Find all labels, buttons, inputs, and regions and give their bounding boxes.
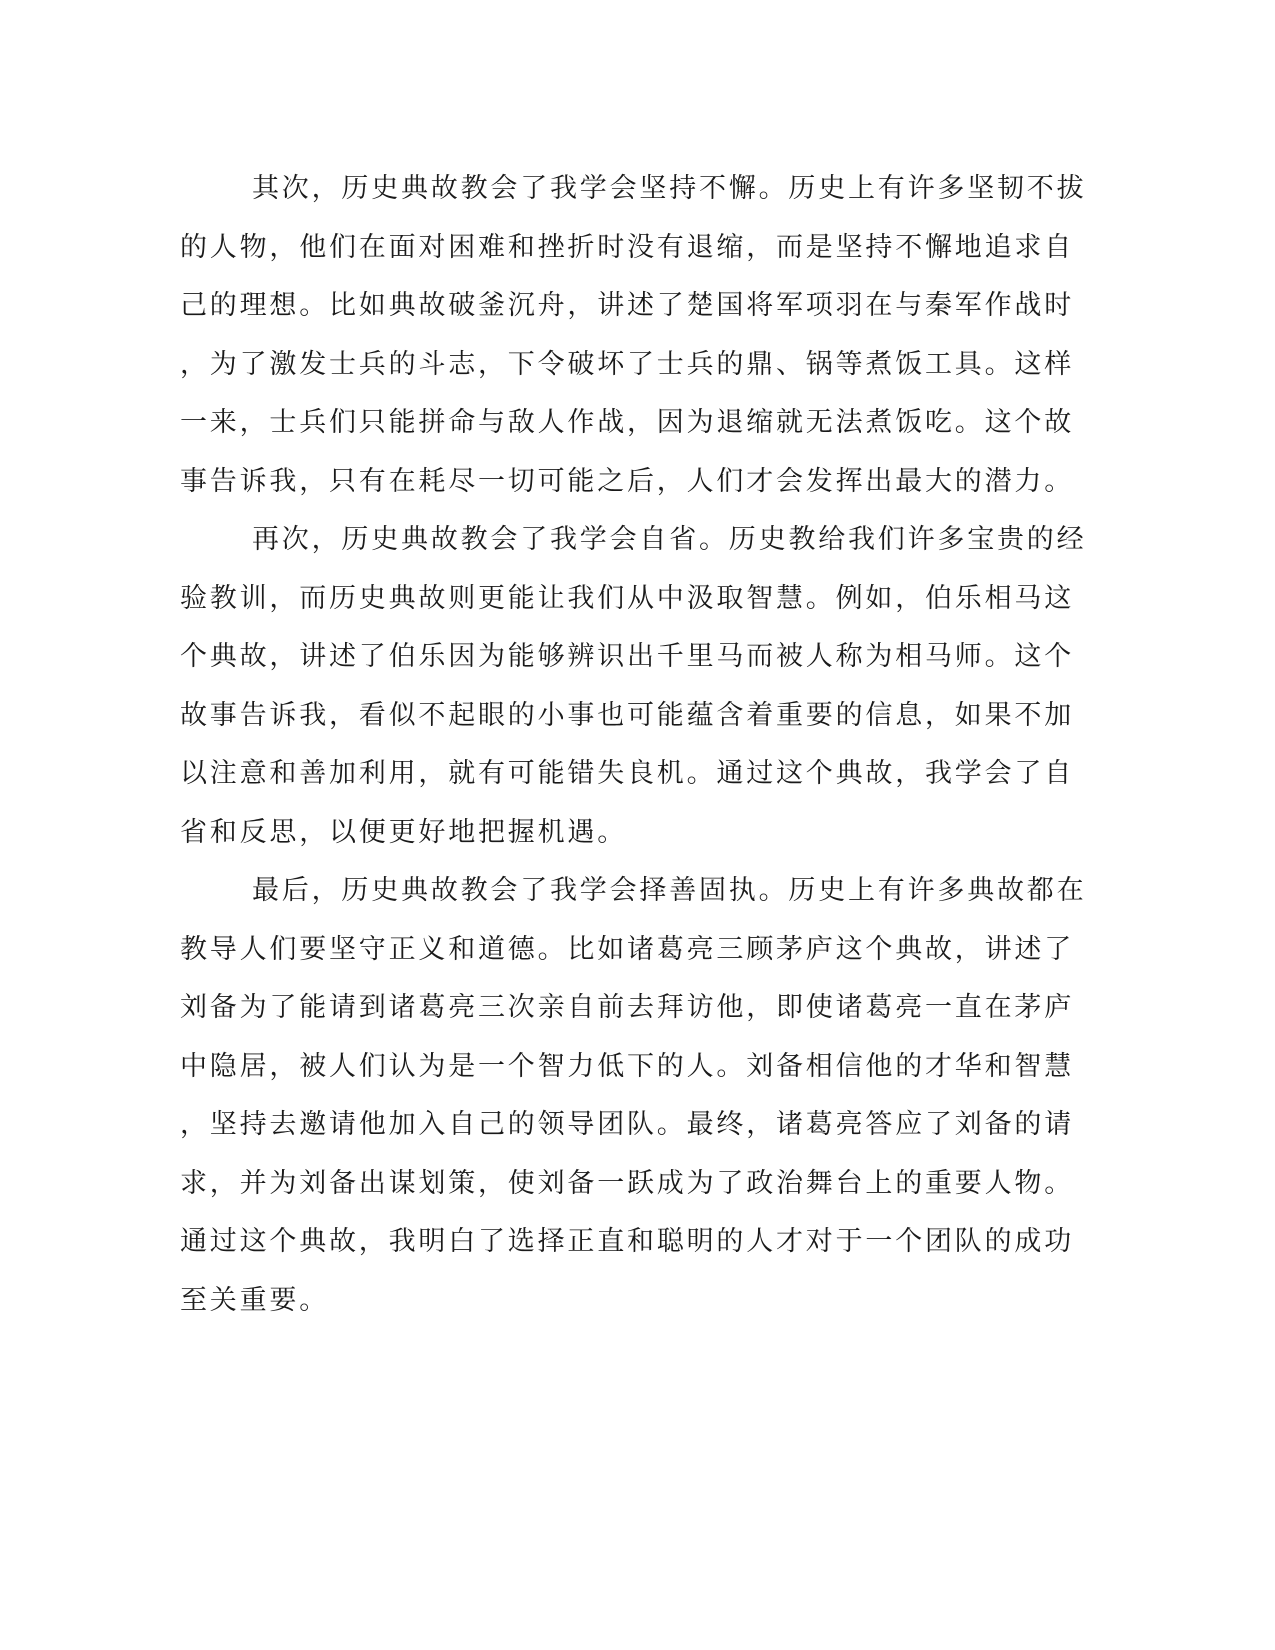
paragraph-choosing-good — [180, 862, 1087, 1330]
text-line: 至关重要。 — [180, 1284, 329, 1316]
paragraph-self-reflection — [180, 511, 1087, 862]
text-line: 一来，士兵们只能拼命与敌人作战，因为退缩就无法煮饭吃。这个故 — [180, 407, 1074, 438]
text-line: 中隐居，被人们认为是一个智力低下的人。刘备相信他的才华和智慧 — [180, 1050, 1074, 1082]
text-line: 最后，历史典故教会了我学会择善固执。历史上有许多典故都在 — [252, 875, 1087, 906]
text-line: 刘备为了能请到诸葛亮三次亲自前去拜访他，即使诸葛亮一直在茅庐 — [180, 992, 1074, 1023]
text-line: 事告诉我，只有在耗尽一切可能之后，人们才会发挥出最大的潜力。 — [180, 465, 1074, 497]
text-line: 己的理想。比如典故破釜沉舟，讲述了楚国将军项羽在与秦军作战时 — [180, 290, 1074, 321]
text-line: 求，并为刘备出谋划策，使刘备一跃成为了政治舞台上的重要人物。 — [180, 1167, 1074, 1199]
text-line: ，坚持去邀请他加入自己的领导团队。最终，诸葛亮答应了刘备的请 — [180, 1109, 1074, 1140]
text-line: ，为了激发士兵的斗志，下令破坏了士兵的鼎、锅等煮饭工具。这样 — [180, 348, 1074, 380]
text-line: 个典故，讲述了伯乐因为能够辨识出千里马而被人称为相马师。这个 — [180, 641, 1074, 672]
text-line: 省和反思，以便更好地把握机遇。 — [180, 816, 627, 848]
text-line: 故事告诉我，看似不起眼的小事也可能蕴含着重要的信息，如果不加 — [180, 699, 1074, 731]
text-line: 以注意和善加利用，就有可能错失良机。通过这个典故，我学会了自 — [180, 758, 1074, 789]
document-body — [180, 160, 1087, 1330]
text-line: 再次，历史典故教会了我学会自省。历史教给我们许多宝贵的经 — [252, 524, 1087, 555]
text-line: 通过这个典故，我明白了选择正直和聪明的人才对于一个团队的成功 — [180, 1226, 1074, 1257]
text-line: 教导人们要坚守正义和道德。比如诸葛亮三顾茅庐这个典故，讲述了 — [180, 933, 1074, 965]
text-line: 其次，历史典故教会了我学会坚持不懈。历史上有许多坚韧不拔 — [252, 173, 1087, 204]
paragraph-perseverance — [180, 160, 1087, 511]
text-line: 验教训，而历史典故则更能让我们从中汲取智慧。例如，伯乐相马这 — [180, 582, 1074, 614]
text-line: 的人物，他们在面对困难和挫折时没有退缩，而是坚持不懈地追求自 — [180, 231, 1074, 263]
